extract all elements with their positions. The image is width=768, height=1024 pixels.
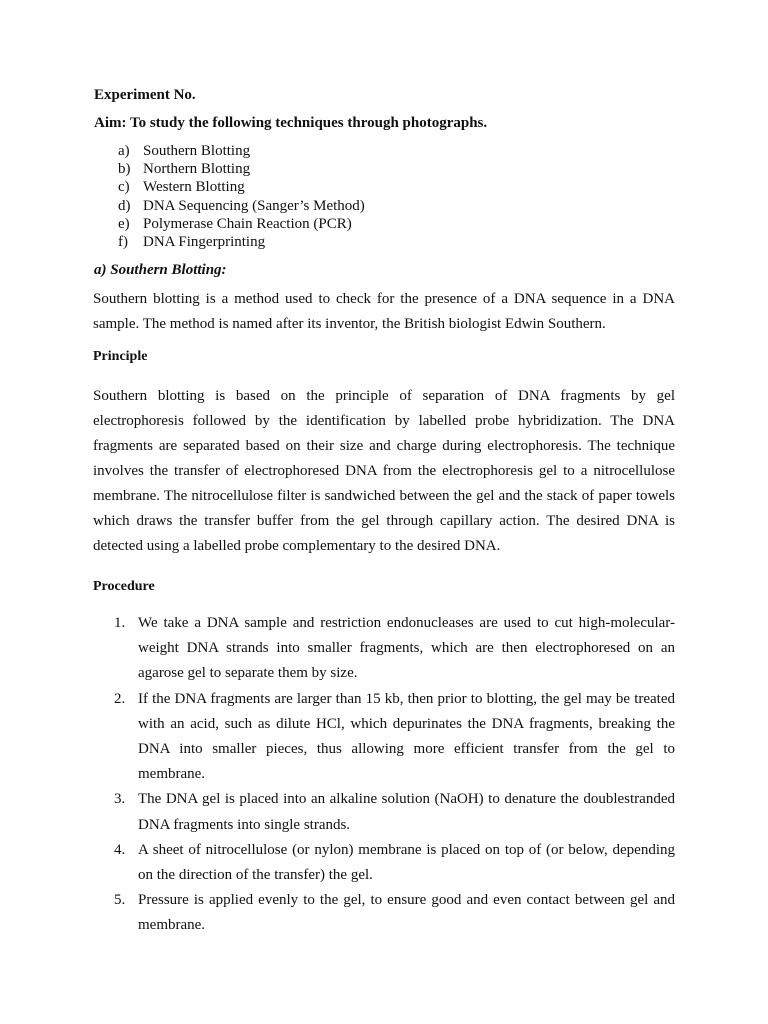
step-number: 1.	[114, 615, 126, 631]
procedure-list	[114, 611, 675, 939]
intro-paragraph: Southern blotting is a method used to check for the presence of a DNA sequence in a DNA sample. The method is named after its inventor, the British biologist Edwin Southern.	[93, 291, 675, 332]
list-item	[118, 233, 365, 251]
list-item	[118, 160, 365, 178]
procedure-step	[114, 838, 675, 888]
list-item-text: Western Blotting	[143, 179, 245, 196]
step-number: 2.	[114, 690, 126, 707]
experiment-title: Experiment No.	[94, 87, 196, 103]
procedure-heading: Procedure	[93, 579, 155, 594]
principle-paragraph: Southern blotting is based on the principle of separation of DNA fragments by gel electrophoresis followed by the identification by labelled probe hybridization. The DNA fragments are separated based on their size and charge during electrophoresis. The technique involves the transfer of electrophoresed DNA from the electrophoresis gel to a nitrocellulose membrane. The nitrocellulose filter is sandwiched between the gel and the stack of paper towels which draws the transfer buffer from the gel through capillary action. The desired DNA is detected using a labelled probe complementary to the desired DNA.	[93, 388, 675, 554]
list-item	[118, 197, 365, 215]
step-number: 4.	[114, 841, 126, 858]
list-item	[118, 215, 365, 233]
step-text: Pressure is applied evenly to the gel, to ensure good and even contact between gel and membrane.	[138, 892, 675, 934]
step-number: 3.	[114, 791, 126, 808]
list-item-text: DNA Sequencing (Sanger’s Method)	[143, 197, 365, 214]
list-item-label: e)	[118, 215, 130, 232]
procedure-step	[114, 687, 675, 788]
aim-heading: Aim: To study the following techniques through photographs.	[94, 115, 488, 131]
step-text: If the DNA fragments are larger than 15 kb, then prior to blotting, the gel may be treated with an acid, such as dilute HCl, which depurinates the DNA fragments, breaking the DNA into smaller pieces, thus allowing more efficient transfer from the gel to membrane.	[138, 690, 675, 783]
list-item-text: Polymerase Chain Reaction (PCR)	[143, 215, 352, 232]
procedure-step	[114, 888, 675, 938]
list-item-label: a)	[118, 143, 130, 159]
section-title: a) Southern Blotting:	[94, 262, 227, 278]
list-item	[118, 178, 365, 196]
list-item-label: b)	[118, 161, 131, 178]
list-item-text: DNA Fingerprinting	[143, 234, 266, 251]
list-item-label: c)	[118, 179, 130, 196]
procedure-step	[114, 787, 675, 837]
step-text: The DNA gel is placed into an alkaline solution (NaOH) to denature the doublestranded DNA fragments into single strands.	[138, 791, 675, 833]
techniques-list	[118, 142, 365, 251]
list-item-label: f)	[118, 234, 128, 251]
procedure-step	[114, 611, 675, 687]
list-item-label: d)	[118, 197, 131, 214]
principle-heading: Principle	[93, 349, 148, 364]
list-item-text: Southern Blotting	[143, 143, 251, 159]
step-number: 5.	[114, 892, 126, 909]
list-item	[118, 142, 365, 160]
step-text: We take a DNA sample and restriction endonucleases are used to cut high-molecular-weight DNA strands into smaller fragments, which are then electrophoresed on an agarose gel to separate them by size.	[138, 615, 675, 682]
step-text: A sheet of nitrocellulose (or nylon) membrane is placed on top of (or below, depending on the direction of the transfer) the gel.	[138, 841, 675, 884]
list-item-text: Northern Blotting	[143, 161, 251, 178]
